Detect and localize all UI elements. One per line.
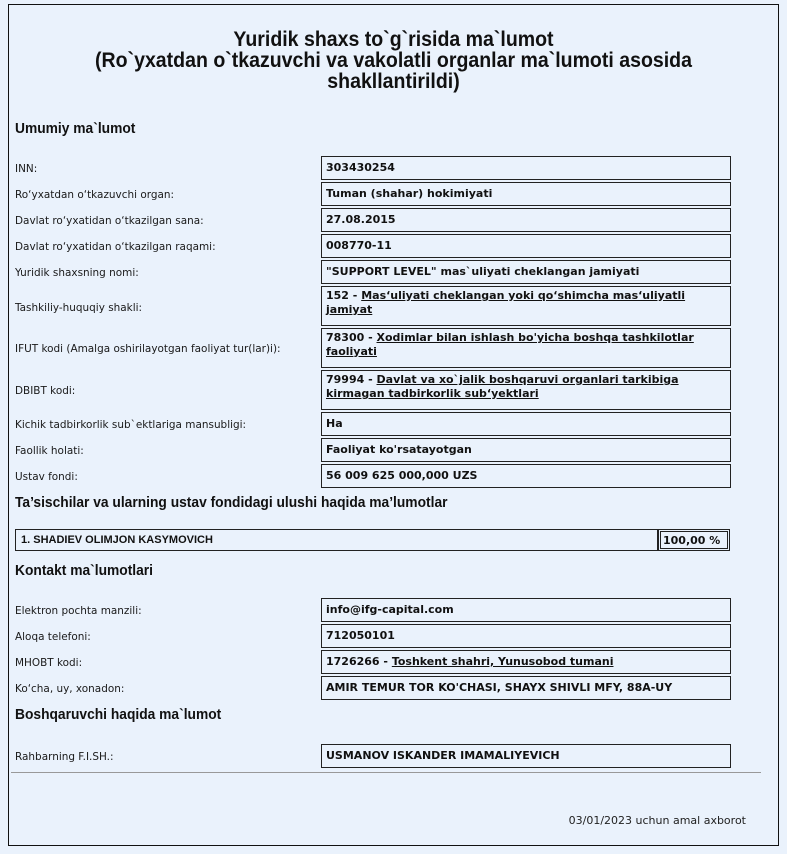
label-small-business: Kichik tadbirkorlik sub`ektlariga mansubligi: xyxy=(15,418,247,431)
label-entity-name: Yuridik shaxsning nomi: xyxy=(15,266,139,279)
separator: - xyxy=(364,373,377,386)
label-activity-status: Faollik holati: xyxy=(15,444,84,457)
mhobt-location-link[interactable]: Toshkent shahri, Yunusobod tumani xyxy=(391,655,614,668)
separator: - xyxy=(364,331,377,344)
footer-date-note: 03/01/2023 uchun amal axborot xyxy=(568,814,746,827)
section-heading-manager: Boshqaruvchi haqida ma`lumot xyxy=(15,706,222,723)
label-ifut-code: IFUT kodi (Amalga oshirilayotgan faoliyat tur(lar)i): xyxy=(15,342,281,355)
value-charter-fund: 56 009 625 000,000 UZS xyxy=(321,464,731,488)
value-phone: 712050101 xyxy=(321,624,731,648)
legal-form-code: 152 xyxy=(326,289,349,302)
founder-share: 100,00 % xyxy=(658,529,730,551)
value-address: AMIR TEMUR TOR KO'CHASI, SHAYX SHIVLI MFY, 88A-UY xyxy=(321,676,731,700)
section-heading-general: Umumiy ma`lumot xyxy=(15,120,136,137)
value-mhobt-code xyxy=(321,650,731,674)
label-email: Elektron pochta manzili: xyxy=(15,604,142,617)
section-heading-founders: Ta’sischilar va ularning ustav fondidagi ulushi haqida ma’lumotlar xyxy=(15,494,448,511)
dbibt-code: 79994 xyxy=(326,373,365,386)
value-dbibt-code xyxy=(321,370,731,410)
value-registration-date: 27.08.2015 xyxy=(321,208,731,232)
label-registering-organ: Ro‘yxatdan o‘tkazuvchi organ: xyxy=(15,188,175,201)
value-small-business: Ha xyxy=(321,412,731,436)
title-line-3: shakllantirildi) xyxy=(327,70,460,93)
dbibt-link[interactable]: Davlat va xo`jalik boshqaruvi organlari tarkibiga kirmagan tadbirkorlik sub‘yektlari xyxy=(326,373,679,400)
title-line-2: (Ro`yxatdan o`tkazuvchi va vakolatli organlar ma`lumoti asosida xyxy=(95,49,692,72)
value-ifut-code xyxy=(321,328,731,368)
value-registering-organ: Tuman (shahar) hokimiyati xyxy=(321,182,731,206)
section-heading-contact: Kontakt ma`lumotlari xyxy=(15,562,154,579)
value-activity-status: Faoliyat ko'rsatayotgan xyxy=(321,438,731,462)
value-registration-number: 008770-11 xyxy=(321,234,731,258)
ifut-activity-link[interactable]: Xodimlar bilan ishlash bo'yicha boshqa tashkilotlar faoliyati xyxy=(326,331,694,358)
label-charter-fund: Ustav fondi: xyxy=(15,470,78,483)
label-manager-name: Rahbarning F.I.SH.: xyxy=(15,750,114,763)
label-inn: INN: xyxy=(15,162,38,175)
title-line-1: Yuridik shaxs to`g`risida ma`lumot xyxy=(233,28,554,51)
value-legal-form xyxy=(321,286,731,326)
mhobt-code: 1726266 xyxy=(326,655,380,668)
divider xyxy=(11,772,761,773)
value-manager-name: USMANOV ISKANDER IMAMALIYEVICH xyxy=(321,744,731,768)
ifut-code: 78300 xyxy=(326,331,365,344)
label-phone: Aloqa telefoni: xyxy=(15,630,91,643)
value-email: info@ifg-capital.com xyxy=(321,598,731,622)
founder-name: 1. SHADIEV OLIMJON KASYMOVICH xyxy=(15,529,658,551)
label-address: Ko‘cha, uy, xonadon: xyxy=(15,682,125,695)
label-mhobt-code: MHOBT kodi: xyxy=(15,656,83,669)
separator: - xyxy=(348,289,362,302)
value-entity-name: "SUPPORT LEVEL" mas`uliyati cheklangan jamiyati xyxy=(321,260,731,284)
value-inn: 303430254 xyxy=(321,156,731,180)
label-legal-form: Tashkiliy-huquqiy shakli: xyxy=(15,301,143,314)
label-dbibt-code: DBIBT kodi: xyxy=(15,384,76,397)
label-registration-date: Davlat ro‘yxatidan o‘tkazilgan sana: xyxy=(15,214,204,227)
legal-form-link[interactable]: Mas‘uliyati cheklangan yoki qo‘shimcha mas‘uliyatli jamiyat xyxy=(326,289,686,316)
separator: - xyxy=(379,655,392,668)
label-registration-number: Davlat ro‘yxatidan o‘tkazilgan raqami: xyxy=(15,240,216,253)
page-title xyxy=(28,29,760,92)
